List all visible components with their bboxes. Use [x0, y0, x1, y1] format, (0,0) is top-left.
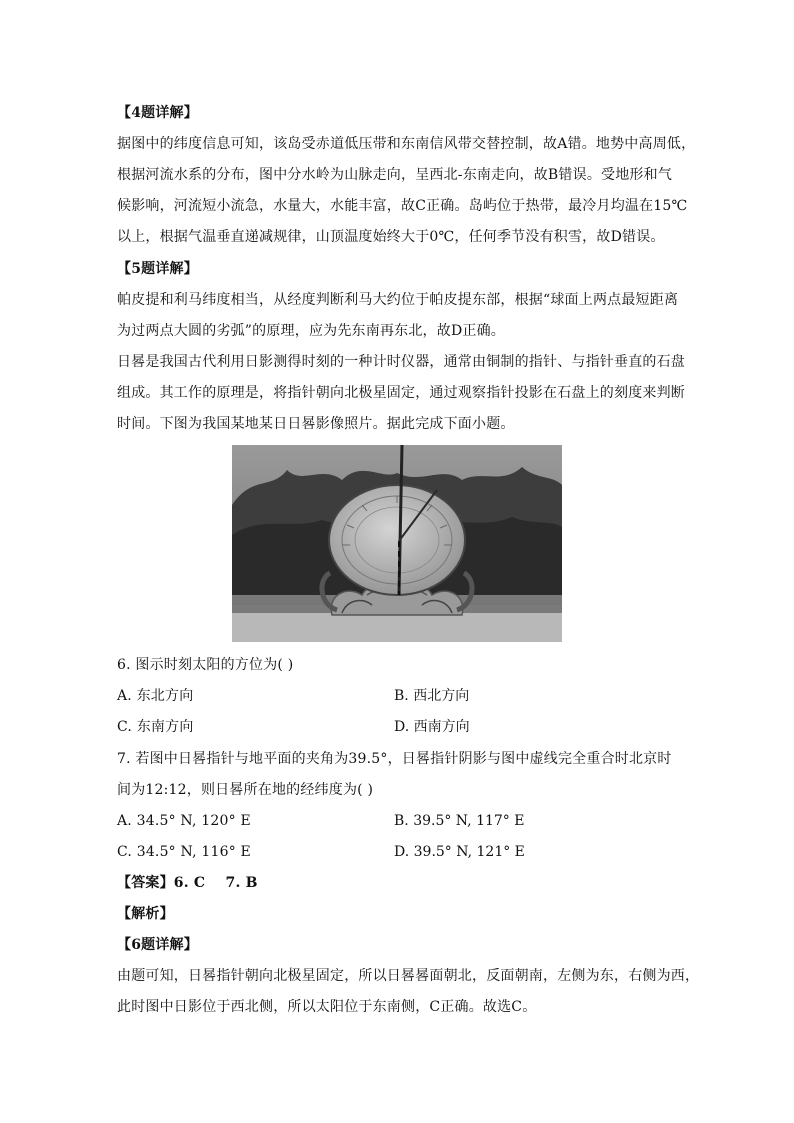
- q7-option-c: C. 34.5° N, 116° E: [117, 844, 251, 860]
- q4-detail-line: 根据河流水系的分布，图中分水岭为山脉走向，呈西北-东南走向，故B错误。受地形和气: [117, 167, 673, 183]
- answer-line: 【答案】6. C 7. B: [117, 875, 258, 891]
- q4-detail-line: 候影响，河流短小流急，水量大，水能丰富，故C正确。岛屿位于热带，最冷月均温在15℃: [117, 198, 688, 214]
- q6-option-c: C. 东南方向: [117, 719, 194, 735]
- q5-detail-line: 为过两点大圆的劣弧”的原理，应为先东南再东北，故D正确。: [117, 323, 505, 339]
- q7-option-a: A. 34.5° N, 120° E: [117, 813, 251, 829]
- q7-stem-line: 7. 若图中日晷指针与地平面的夹角为39.5°，日晷指针阴影与图中虚线完全重合时北京时: [117, 751, 672, 767]
- intro-line: 组成。其工作的原理是，将指针朝向北极星固定，通过观察指针投影在石盘上的刻度来判断: [117, 385, 685, 401]
- q4-detail-line: 据图中的纬度信息可知，该岛受赤道低压带和东南信风带交替控制，故A错。地势中高周低，: [117, 136, 696, 152]
- sundial-photo: [232, 445, 562, 642]
- q7-option-b: B. 39.5° N, 117° E: [394, 813, 525, 829]
- q6-option-b: B. 西北方向: [394, 688, 470, 704]
- intro-line: 日晷是我国古代利用日影测得时刻的一种计时仪器，通常由铜制的指针、与指针垂直的石盘: [117, 354, 685, 370]
- q5-detail-line: 帕皮提和利马纬度相当，从经度判断利马大约位于帕皮提东部，根据“球面上两点最短距离: [117, 292, 679, 308]
- q5-detail-heading: 【5题详解】: [117, 261, 198, 277]
- sundial-illustration: [232, 445, 562, 642]
- q6-stem: 6. 图示时刻太阳的方位为( ): [117, 657, 294, 673]
- analysis-heading: 【解析】: [117, 906, 174, 922]
- q4-detail-line: 以上，根据气温垂直递减规律，山顶温度始终大于0℃，任何季节没有积雪，故D错误。: [117, 229, 665, 245]
- q6-detail-line: 此时图中日影位于西北侧，所以太阳位于东南侧，C正确。故选C。: [117, 999, 537, 1015]
- q6-option-d: D. 西南方向: [394, 719, 470, 735]
- q7-stem-line: 间为12:12，则日晷所在地的经纬度为( ): [117, 782, 374, 798]
- q4-detail-heading: 【4题详解】: [117, 105, 198, 121]
- q6-detail-line: 由题可知，日晷指针朝向北极星固定，所以日晷晷面朝北，反面朝南，左侧为东，右侧为西，: [117, 968, 700, 984]
- q6-option-a: A. 东北方向: [117, 688, 194, 704]
- q6-detail-heading: 【6题详解】: [117, 937, 198, 953]
- q7-option-d: D. 39.5° N, 121° E: [394, 844, 525, 860]
- intro-line: 时间。下图为我国某地某日日晷影像照片。据此完成下面小题。: [117, 416, 515, 432]
